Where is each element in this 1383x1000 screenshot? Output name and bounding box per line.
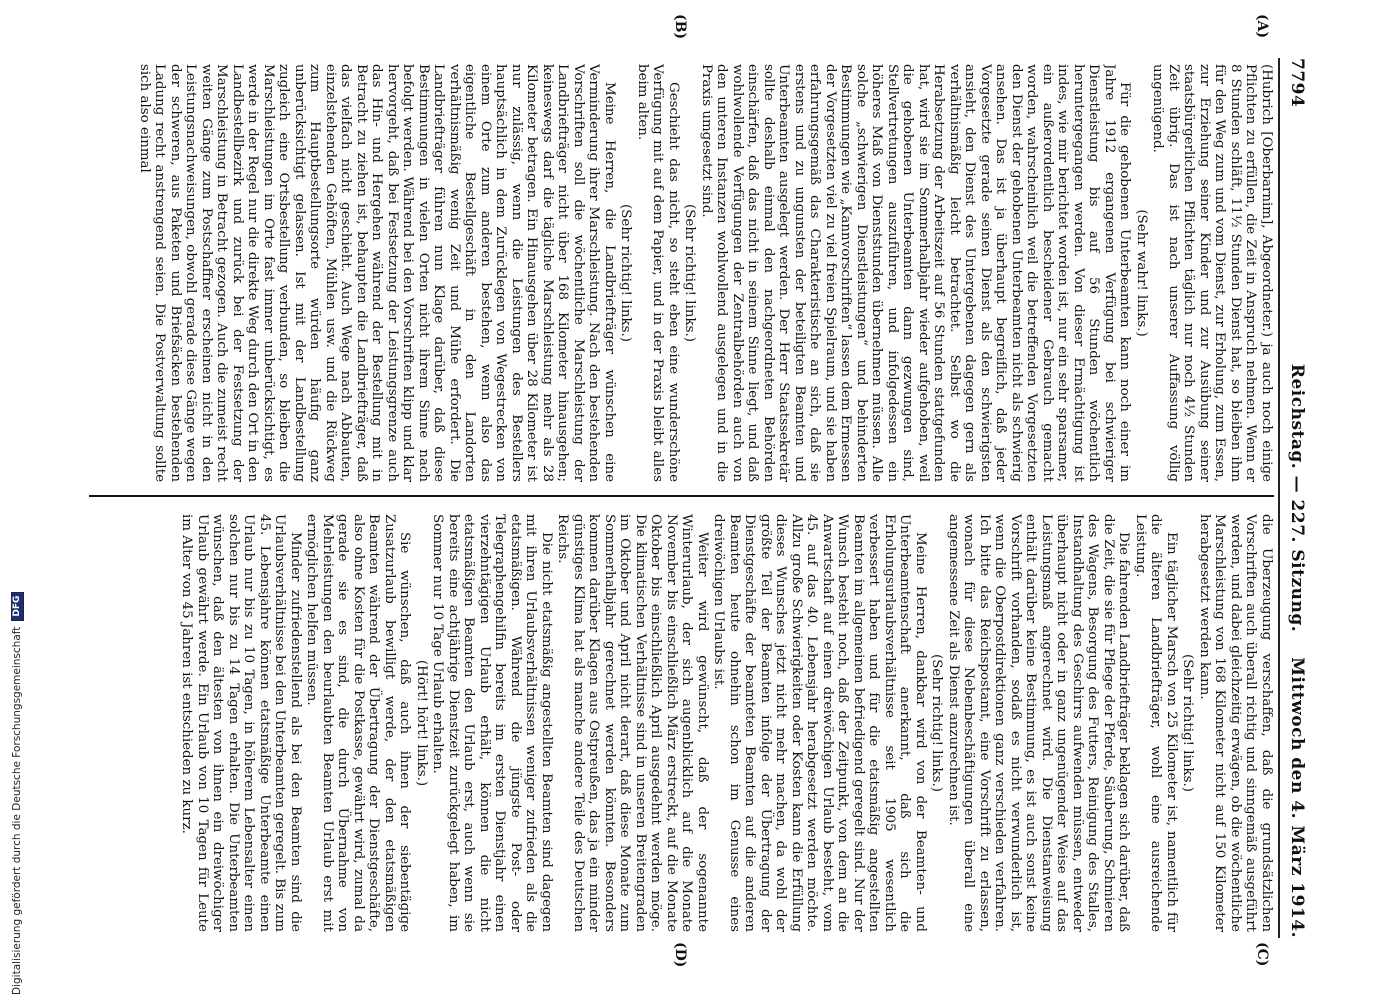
paragraph: (Hubrich [Oberbarnim], Abgeordneter.) ja auch noch einige Pflichten zu erfüllen, die Zeit in Anspruch nehmen. Wenn er 8 Stunden schläft, 11½ Stunden Dienst hat, so bleiben ihm für den Weg zum und vom Dienst, zur Erholung, zum Essen, zur Erziehung seiner Kinder und zur Ausübung seiner staatsbürgerlichen Pflichten täglich nur noch 4½ Stunden Zeit übrig. Das ist nach unserer Auffassung völlig ungenügend. (1150, 64, 1274, 482)
margin-marker-d: (D) (672, 942, 688, 968)
paragraph: Die nicht etatsmäßig angestellten Beamten sind dagegen mit ihren Urlaubsverhältnissen weniger zufrieden als die etatsmäßigen. Während die jüngste Post- oder Telegraphengehilfin bereits im ersten Dienstjahr einen vierzehntägigen Urlaub erhält, können die nicht etatsmäßigen Beamten den Urlaub erst, auch wenn sie bereits eine achtjährige Dienstzeit zurückgelegt haben, im Sommer nur 10 Tage Urlaub erhalten. (430, 514, 554, 932)
column-divider (89, 495, 1274, 497)
paragraph: Für die gehobenen Unterbeamten kann noch einer im Jahre 1912 ergangenen Verfügung bei schwieriger Dienstleistung bis auf 56 Stunden wöchentlich heruntergegangen werden. Von dieser Ermächtigung ist indes, wie mir berichtet worden ist, nur ein sehr sparsamer, ein außerordentlich bescheidener Gebrauch gemacht worden, wahrscheinlich weil die betreffenden Vorgesetzten den Dienst der gehobenen Unterbeamten nicht als schwierig ansehen. Das ist ja überhaupt begreiflich, daß jeder Vorgesetzte gerade seinen Dienst als den schwierigsten ansieht, den Dienst des Untergebenen dagegen gern als verhältnismäßig leicht betrachtet. Selbst wo die Herabsetzung der Arbeitszeit auf 56 Stunden stattgefunden hat, wird sie im Sommerhalbjahr wieder aufgehoben, weil die gehobenen Unterbeamten dann gezwungen sind, Stellvertretungen auszuführen, und infolgedessen ein höheres Maß von Dienststunden übernehmen müssen. Alle solche „schwierigen Dienstleistungen“ und behinderten Bestimmungen wie „Kannvorschriften“ lassen dem Ermessen der Vorgesetzten viel zu viel freien Spielraum, und sie haben erfahrungsgemäß das Charakteristische an sich, daß sie erstens und zu ungunsten der beteiligten Beamten und Unterbeamten ausgelegt werden. Der Herr Staatssekretär sollte deshalb einmal den nachgeordneten Behörden einschärfen, daß das nicht in seinem Sinne liegt, und daß wohlwollende Verfügungen der Zentralbehörden auch von den unteren Instanzen wohlwollend ausgelegen und in die Praxis umgesetzt sind. (699, 64, 1133, 482)
page-number: 7794 (1287, 58, 1307, 108)
margin-marker-c: (C) (1254, 942, 1270, 967)
paragraph: Ein täglicher Marsch von 25 Kilometer ist, namentlich für die älteren Landbriefträger, wohl eine ausreichende Leistung. (1133, 514, 1179, 932)
interjection: (Sehr richtig! links.) (1180, 654, 1196, 792)
rotated-page (80, 14, 1310, 968)
paragraph: Weiter wird gewünscht, daß der sogenannte Winterurlaub, der sich augenblicklich auf die Monate November bis einschließlich März erstreckt, auf die Monate Oktober bis einschließlich April ausgedehnt werden möge. Die klimatischen Verhältnisse sind in unseren Breitengraden im Oktober und April nicht derart, daß diese Monate zum Sommerhalbjahr gerechnet werden könnten. Besonders kommen darüber Klagen aus Ostpreußen, das ja ein minder günstiges Klima hat als manche andere Teile des Deutschen Reichs. (555, 514, 710, 932)
header-date: Mittwoch den 4. März 1914. (1287, 657, 1307, 938)
paragraph: Meine Herren, die Landbriefträger wünschen eine Verminderung ihrer Marschleistung. Nach den bestehenden Vorschriften soll die wöchentliche Marschleistung der Landbriefträger nicht über 168 Kilometer hinausgehen; keineswegs darf die tägliche Marschleistung mehr als 28 Kilometer betragen. Ein Hinausgehen über 28 Kilometer ist nur zulässig, wenn die Leistungen des Bestellers hauptsächlich in dem Zurücklegen von Wegestrecken von einem Orte zum anderen bestehen, wenn also das eigentliche Bestellgeschäft in den Landorten verhältnismäßig wenig Zeit und Mühe erfordert. Die Landbriefträger führen nun Klage darüber, daß diese Bestimmungen in vielen Orten nicht ihrem Sinne nach befolgt werden. Während bei den Vorschriften klipp und klar hervorgeht, daß bei Festsetzung der Leistungsgrenze auch das Hin- und Hergehen während der Bestellung mit in Betracht zu ziehen ist, behaupten die Landbriefträger, daß das vielfach nicht geschieht. Auch Wege nach Abbauten, einzelstehenden Gehöften, Mühlen usw. und die Rückweg zum Hauptbestellungsorte würden häufig ganz unberücksichtigt gelassen. Ist mit der Landbestellung zugleich eine Ortsbestellung verbunden, so bleiben die Marschleistungen im Orte fast immer unberücksichtigt, es werde in der Regel nur die direkte Weg durch den Ort in den Landbestellbezirk und zurück bei der Festsetzung der Marschleistung in Betracht gezogen. Auch die zumeist recht weiten Gänge zum Postschaffner erscheinen nicht in den Leistungsnachweisungen, obwohl gerade diese Gänge wegen der schweren, aus Paketen und Briefsäcken bestehenden Ladung recht anstrengend seien. Die Postverwaltung sollte sich also einmal (137, 64, 617, 482)
interjection: (Sehr richtig! links.) (618, 204, 634, 342)
dfg-logo-icon: DFG (11, 592, 24, 621)
margin-marker-b: (B) (672, 14, 688, 40)
paragraph: Minder zufriedenstellend als bei den Beamten sind die Urlaubsverhältnisse bei den Unterbeamten geregelt. Bis zum 45. Lebensjahre können etatsmäßige Unterbeamte einen Urlaub nur bis zu 10 Tagen, in höherem Lebensalter einen solchen nur bis zu 14 Tagen erhalten. Die Unterbeamten wünschen, daß den ältesten von ihnen ein dreiwöchiger Urlaub gewährt werde. Ein Urlaub von 10 Tagen für Leute im Alter von 45 Jahren ist entschieden zu kurz. (179, 514, 303, 932)
interjection: (Hört! hört! links.) (414, 659, 429, 787)
digitization-notice (10, 7, 24, 995)
margin-marker-a: (A) (1254, 14, 1270, 39)
paragraph: die Überzeugung verschaffen, daß die grundsätzlichen Vorschriften auch überall richtig und sinngemäß ausgeführt werden, und dabei gleichzeitig erwägen, ob die wöchentliche Marschleistung von 168 Kilometer nicht auf 150 Kilometer herabgesetzt werden kann. (1197, 514, 1274, 932)
interjection: (Sehr richtig! links.) (682, 204, 698, 342)
interjection: (Sehr wahr! links.) (1134, 209, 1149, 337)
interjection: (Sehr richtig! links.) (929, 654, 945, 792)
paragraph: Geschieht das nicht, so steht eben eine wunderschöne Verfügung mit auf dem Papier, und in der Praxis bleibt alles beim alten. (635, 64, 681, 482)
header-rule (1278, 58, 1280, 938)
paragraph: Meine Herren, dankbar wird von der Beamten- und Unterbeamtenschaft anerkannt, daß sich die Erholungsurlaubsverhältnisse seit 1905 wesentlich verbessert haben und für die etatsmäßig angestellten Beamten im allgemeinen befriedigend geregelt sind. Nur der Wunsch besteht noch, daß der Zeitpunkt, von dem an die Anwartschaft auf einen dreiwöchigen Urlaub besteht, vom 45. auf das 40. Lebensjahr herabgesetzt werden möchte. Allzu große Schwierigkeiten oder Kosten kann die Erfüllung dieses Wunsches jetzt nicht mehr machen, da wohl der größte Teil der Beamten infolge der Übertragung der Dienstgeschäfte der beamteten Beamten auf die anderen Beamten heute ohnehin schon im Genusse eines dreiwöchigen Urlaubs ist. (711, 514, 928, 932)
paragraph: Die fahrenden Landbriefträger beklagen sich darüber, daß die Zeit, die sie für Pflege der Pferde, Säuberung, Schmieren des Wagens, Besorgung des Futters, Reinigung des Stalles, Instandhaltung des Geschirrs aufwenden müssen, entweder überhaupt nicht oder in ganz ungenügender Weise auf das Leistungsmaß angerechnet wird. Die Dienstanweisung enthält darüber keine Bestimmung, es ist auch sonst keine Vorschrift vorhanden, sodaß es nicht verwunderlich ist, wenn die Oberpostdirektionen ganz verschieden verfahren. Ich bitte das Reichspostamt, eine Vorschrift zu erlassen, wonach für diese Nebenbeschäftigungen überall eine angemessene Zeit als Dienst anzurechnen ist. (946, 514, 1132, 932)
header-title: Reichstag. — 227. Sitzung. (1287, 363, 1307, 633)
page-header (1284, 58, 1310, 938)
digitization-text: Digitalisierung gefördert durch die Deutsche Forschungsgemeinschaft (11, 626, 23, 995)
right-column (89, 514, 1274, 932)
paragraph: Sie wünschen, daß auch ihnen der siebentägige Zusatzurlaub bewilligt werde, der den etatsmäßigen Beamten während der Übertragung der Dienstgeschäfte, also ohne Kosten für die Postkasse, gewährt wird, zumal da gerade sie es sind, die durch Übernahme von Mehrleistungen den beurlaubten Beamten Urlaub erst mit ermöglichen helfen müssen. (304, 514, 413, 932)
left-column (89, 64, 1274, 482)
